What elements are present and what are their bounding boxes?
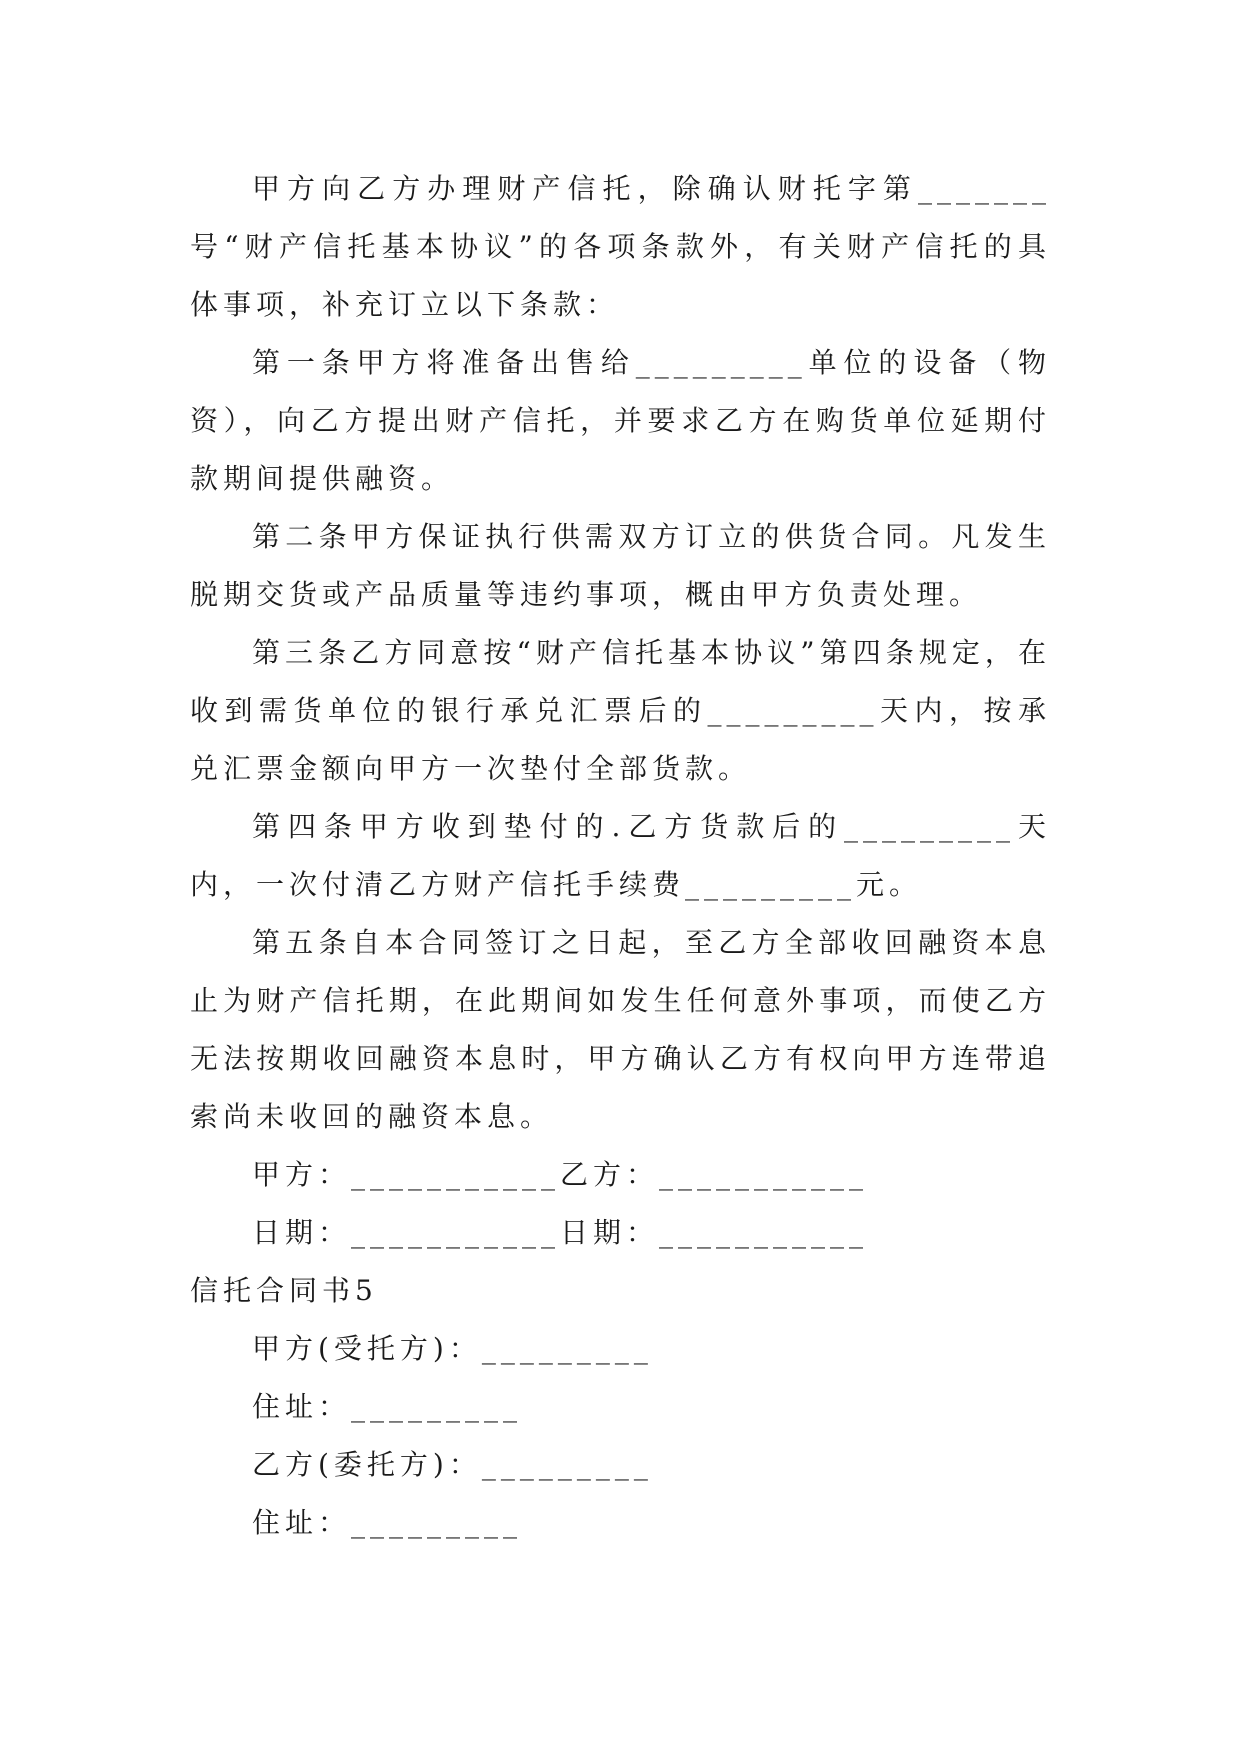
- date-signature-line: 日期：___________日期：___________: [252, 1216, 869, 1249]
- trustee-field: 甲方(受托方)：_________: [252, 1332, 653, 1365]
- intro-paragraph: 甲方向乙方办理财产信托，除确认财托字第_______号“财产信托基本协议”的各项条款外，有关财产信托的具体事项，补充订立以下条款：: [190, 172, 1051, 321]
- party-signature-line: 甲方：___________乙方：___________: [252, 1158, 869, 1191]
- clause-2-paragraph: 第二条甲方保证执行供需双方订立的供货合同。凡发生脱期交货或产品质量等违约事项，概由甲方负责处理。: [190, 520, 1051, 611]
- trustor-address-field: 住址：_________: [252, 1506, 523, 1539]
- next-contract-title: 信托合同书5: [190, 1274, 378, 1307]
- clause-5-paragraph: 第五条自本合同签订之日起，至乙方全部收回融资本息止为财产信托期，在此期间如发生任何意外事项，而使乙方无法按期收回融资本息时，甲方确认乙方有权向甲方连带追索尚未收回的融资本息。: [190, 926, 1051, 1133]
- clause-1-paragraph: 第一条甲方将准备出售给_________单位的设备（物资），向乙方提出财产信托，并要求乙方在购货单位延期付款期间提供融资。: [190, 346, 1051, 495]
- trustee-address-field: 住址：_________: [252, 1390, 523, 1423]
- clause-3-paragraph: 第三条乙方同意按“财产信托基本协议”第四条规定，在收到需货单位的银行承兑汇票后的_________天内，按承兑汇票金额向甲方一次垫付全部货款。: [190, 636, 1051, 785]
- clause-4-paragraph: 第四条甲方收到垫付的.乙方货款后的_________天内，一次付清乙方财产信托手续费_________元。: [190, 810, 1051, 901]
- trustor-field: 乙方(委托方)：_________: [252, 1448, 653, 1481]
